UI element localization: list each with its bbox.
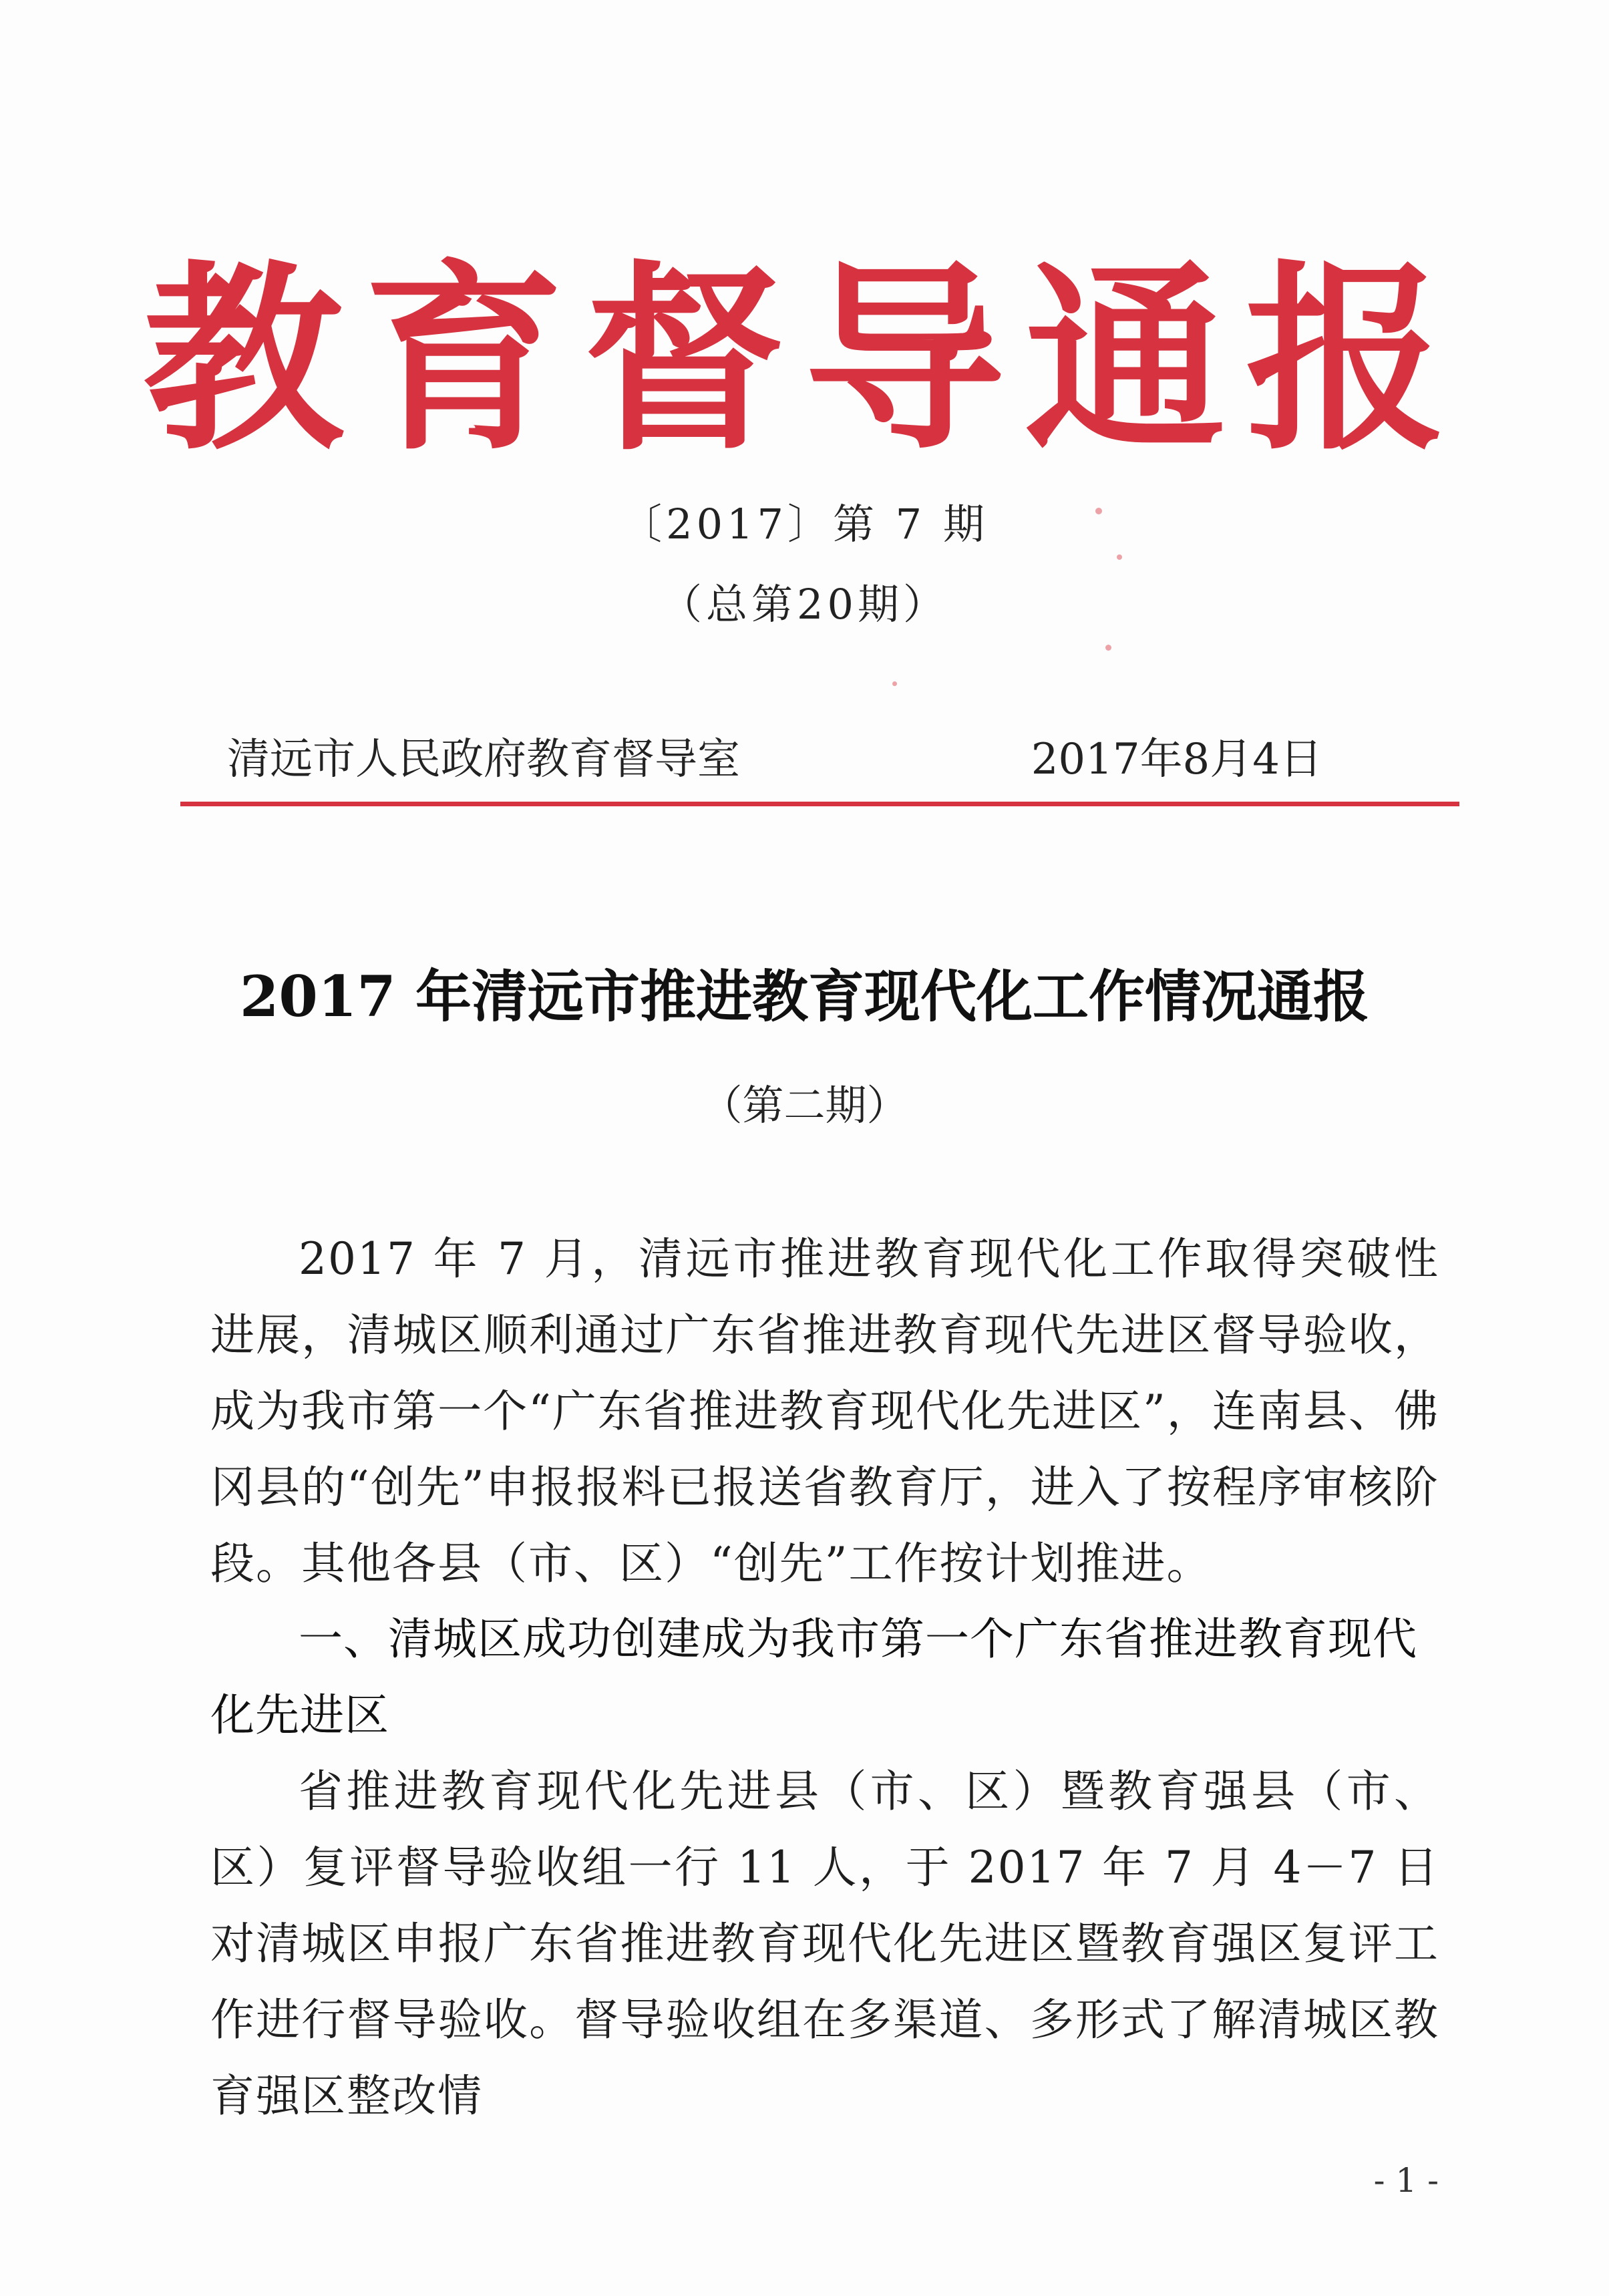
issuer-name: 清远市人民政府教育督导室 [227, 735, 740, 784]
scan-speck [1095, 508, 1102, 514]
document-subtitle: （第二期） [701, 1081, 908, 1130]
scan-speck [1105, 645, 1111, 651]
page-number: - 1 - [1373, 2161, 1439, 2200]
paragraph-intro: 2017 年 7 月，清远市推进教育现代化工作取得突破性进展，清城区顺利通过广东省推进教育现代先进区督导验收，成为我市第一个“广东省推进教育现代化先进区”，连南县、佛冈县的“创先”申报报料已报送省教育厅，进入了按程序审核阶段。其他各县（市、区）“创先”工作按计划推进。 [210, 1233, 1439, 1589]
issue-date: 2017年8月4日 [1031, 735, 1322, 784]
document-title: 2017 年清远市推进教育现代化工作情况通报 [239, 963, 1370, 1029]
issue-number: 〔2017〕第 7 期 [620, 500, 989, 548]
issuer-row [227, 725, 1322, 784]
section-heading-1: 一、清城区成功创建成为我市第一个广东省推进教育现代化先进区 [210, 1613, 1417, 1741]
paragraph-section-1: 省推进教育现代化先进县（市、区）暨教育强县（市、区）复评督导验收组一行 11 人，于 2017 年 7 月 4－7 日对清城区申报广东省推进教育现代化先进区暨教育强区复评工作进行督导验收。督导验收组在多渠道、多形式了解清城区教育强区整改情 [210, 1766, 1439, 2122]
total-issue-number: （总第20期） [661, 580, 948, 629]
scan-speck [892, 681, 897, 686]
scan-speck [1117, 554, 1122, 560]
red-divider [180, 802, 1459, 806]
masthead-title: 教育督导通报 [143, 244, 1466, 477]
